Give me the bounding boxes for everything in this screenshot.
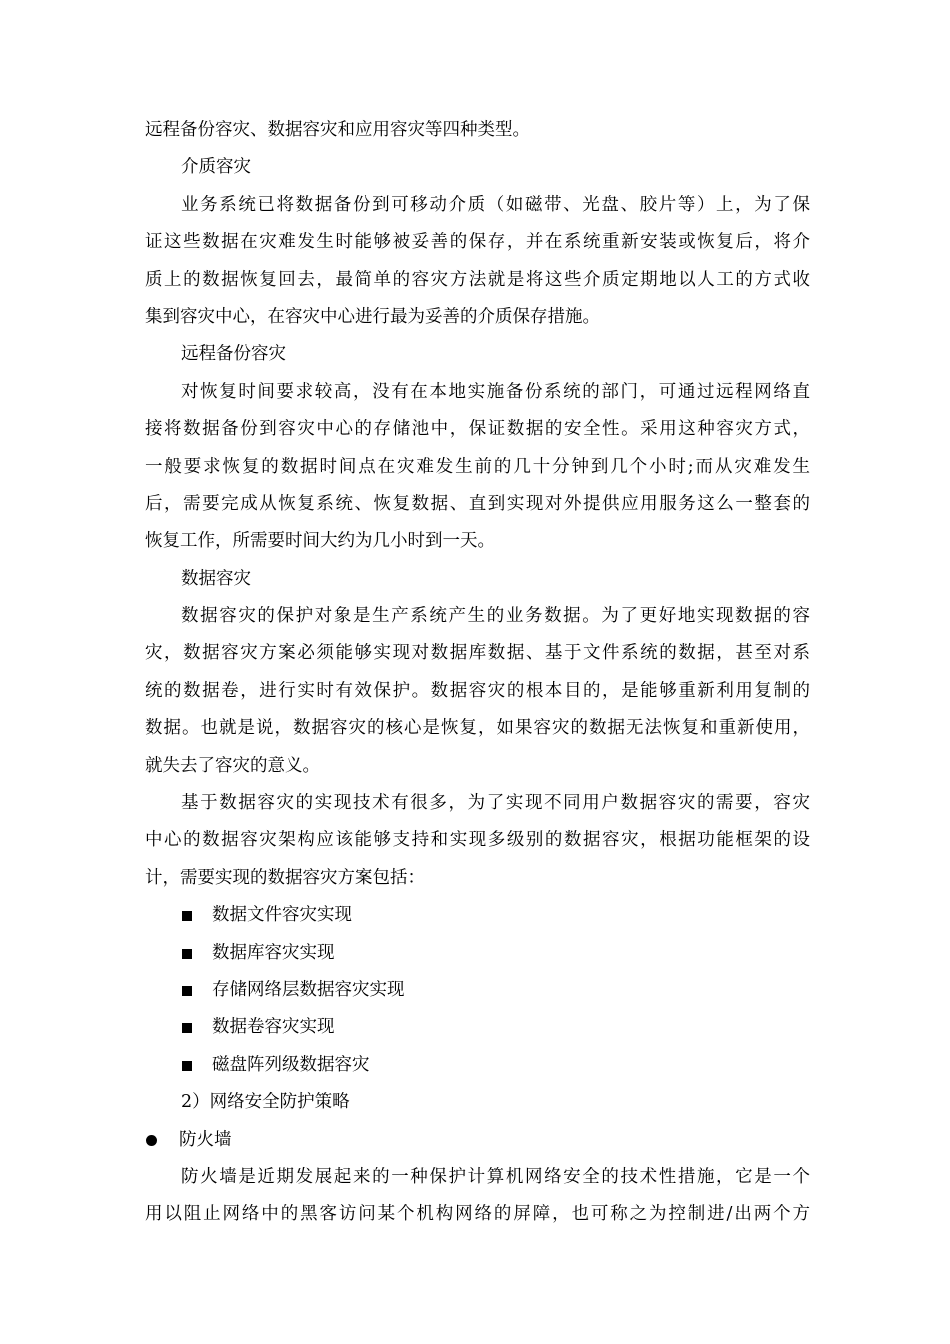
list-item [145, 897, 810, 934]
list-item-text: 数据库容灾实现 [212, 942, 335, 963]
paragraph-line: 计，需要实现的数据容灾方案包括： [145, 867, 425, 888]
square-bullet-icon [182, 1061, 192, 1071]
square-bullet-icon [182, 1023, 192, 1033]
section-heading: 远程备份容灾 [181, 344, 286, 365]
paragraph-line: 证这些数据在灾难发生时能够被妥善的保存，并在系统重新安装或恢复后，将介 [145, 232, 810, 253]
paragraph-line: 业务系统已将数据备份到可移动介质（如磁带、光盘、胶片等）上，为了保 [181, 194, 810, 215]
paragraph-line: 一般要求恢复的数据时间点在灾难发生前的几十分钟到几个小时;而从灾难发生 [145, 456, 810, 477]
paragraph-line: 防火墙是近期发展起来的一种保护计算机网络安全的技术性措施，它是一个 [181, 1166, 810, 1187]
paragraph-line: 集到容灾中心，在容灾中心进行最为妥善的介质保存措施。 [145, 306, 600, 327]
list-item-text: 防火墙 [179, 1129, 232, 1150]
paragraph-line: 就失去了容灾的意义。 [145, 755, 320, 776]
round-bullet-icon [146, 1135, 157, 1146]
paragraph-line: 用以阻止网络中的黑客访问某个机构网络的屏障，也可称之为控制进/出两个方 [145, 1204, 810, 1225]
paragraph-line: 灾，数据容灾方案必须能够实现对数据库数据、基于文件系统的数据，甚至对系 [145, 643, 810, 664]
list-item [145, 1047, 810, 1084]
square-bullet-icon [182, 911, 192, 921]
list-item-text: 数据卷容灾实现 [212, 1017, 335, 1038]
section-heading: 介质容灾 [181, 157, 251, 178]
paragraph-line: 后，需要完成从恢复系统、恢复数据、直到实现对外提供应用服务这么一整套的 [145, 493, 810, 514]
list-item-text: 磁盘阵列级数据容灾 [212, 1054, 370, 1075]
list-item [145, 1122, 810, 1159]
paragraph-line: 对恢复时间要求较高，没有在本地实施备份系统的部门，可通过远程网络直 [181, 381, 810, 402]
section-heading: 数据容灾 [181, 568, 251, 589]
paragraph-line: 数据容灾的保护对象是生产系统产生的业务数据。为了更好地实现数据的容 [181, 606, 810, 627]
paragraph-line: 远程备份容灾、数据容灾和应用容灾等四种类型。 [145, 120, 530, 140]
list-item [145, 935, 810, 972]
list-item-text: 存储网络层数据容灾实现 [212, 979, 405, 1000]
paragraph-line: 接将数据备份到容灾中心的存储池中，保证数据的安全性。采用这种容灾方式， [145, 419, 810, 440]
paragraph-line: 质上的数据恢复回去，最简单的容灾方法就是将这些介质定期地以人工的方式收 [145, 269, 810, 290]
paragraph-line: 中心的数据容灾架构应该能够支持和实现多级别的数据容灾，根据功能框架的设 [145, 830, 810, 851]
document-page [145, 112, 810, 1234]
square-bullet-icon [182, 986, 192, 996]
paragraph-line: 恢复工作，所需要时间大约为几小时到一天。 [145, 531, 495, 552]
list-item [145, 1009, 810, 1046]
list-item-text: 数据文件容灾实现 [212, 905, 352, 926]
list-item [145, 972, 810, 1009]
paragraph-line: 基于数据容灾的实现技术有很多，为了实现不同用户数据容灾的需要，容灾 [181, 793, 810, 814]
section-heading: 2）网络安全防护策略 [181, 1092, 350, 1113]
paragraph-line: 数据。也就是说，数据容灾的核心是恢复，如果容灾的数据无法恢复和重新使用， [145, 718, 810, 739]
paragraph-line: 统的数据卷，进行实时有效保护。数据容灾的根本目的，是能够重新利用复制的 [145, 680, 810, 701]
square-bullet-icon [182, 949, 192, 959]
